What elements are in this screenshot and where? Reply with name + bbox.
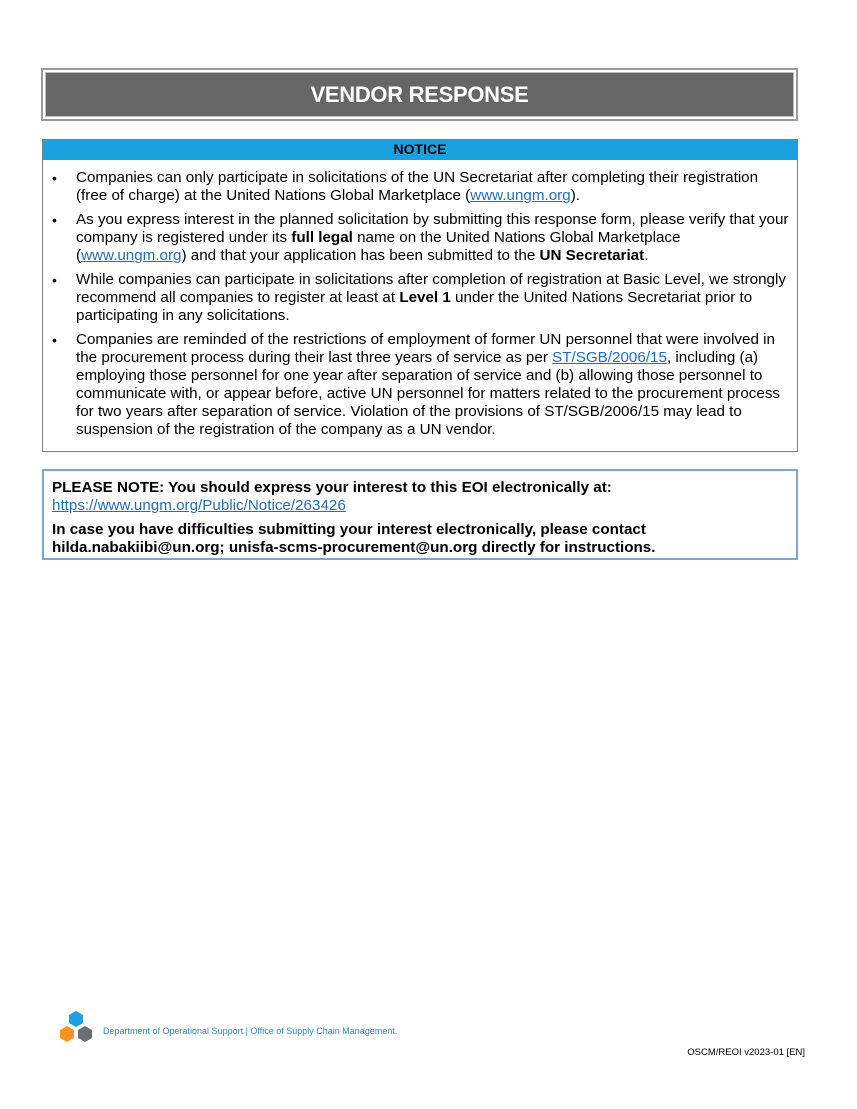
- notice-item: [43, 271, 797, 325]
- notice-heading: NOTICE: [43, 140, 797, 160]
- notice-text: ).: [570, 187, 580, 204]
- notice-item: [43, 169, 797, 205]
- logo-hex-orange: [60, 1026, 74, 1042]
- footer-doc-code: OSCM/REOI v2023-01 [EN]: [687, 1047, 805, 1058]
- notice-text: , including (a) employing those personnel for one year after separation of service and (b) allowing those personnel to communicate with, or appear before, active UN personnel for matters related to the procurement process for two years after separation of service. Violation of the provisions of ST/SGB/2006/15 may lead to suspension of the registration of the company as a UN vendor.: [76, 349, 781, 438]
- notice-text: ) and that your application has been submitted to the: [181, 247, 540, 264]
- page-title: VENDOR RESPONSE: [45, 72, 794, 117]
- notice-text: name on the United Nations Global Marketplace (: [76, 229, 681, 264]
- notice-text: .: [644, 247, 649, 264]
- notice-bold: full legal: [291, 229, 353, 246]
- logo-hex-blue: [69, 1011, 83, 1027]
- note-contact: In case you have difficulties submitting your interest electronically, please contact hilda.nabakiibi@un.org; unisfa-scms-procurement@un.org directly for instructions.: [52, 521, 656, 556]
- notice-item: [43, 211, 797, 265]
- note-heading: PLEASE NOTE: You should express your interest to this EOI electronically at:: [52, 479, 612, 496]
- notice-bold: Level 1: [399, 289, 451, 306]
- notice-text: Companies are reminded of the restrictions of employment of former UN personnel that were involved in the procurement process during their last three years of service as per: [76, 331, 775, 366]
- notice-text: As you express interest in the planned solicitation by submitting this response form, please verify that your company is registered under its: [76, 211, 789, 246]
- title-banner: [41, 68, 798, 121]
- bullet-icon: •: [52, 272, 57, 288]
- notice-text: Companies can only participate in solicitations of the UN Secretariat after completing their registration (free of charge) at the United Nations Global Marketplace (: [76, 169, 759, 204]
- logo-hex-gray: [78, 1026, 92, 1042]
- footer-department: Department of Operational Support | Office of Supply Chain Management.: [103, 1026, 398, 1036]
- bullet-icon: •: [52, 212, 57, 228]
- bullet-icon: •: [52, 170, 57, 186]
- dos-logo-icon: [56, 1010, 96, 1050]
- please-note-panel: [42, 469, 798, 560]
- notice-list: [43, 169, 797, 439]
- notice-panel: [42, 139, 798, 452]
- notice-bold: UN Secretariat: [539, 247, 645, 264]
- eoi-notice-link[interactable]: https://www.ungm.org/Public/Notice/263426: [52, 497, 346, 514]
- notice-text: While companies can participate in solicitations after completion of registration at Basic Level, we strongly recommend all companies to register at least at: [76, 271, 786, 306]
- bullet-icon: •: [52, 332, 57, 348]
- notice-text: under the United Nations Secretariat prior to participating in any solicitations.: [76, 289, 753, 324]
- bulletin-link[interactable]: ST/SGB/2006/15: [552, 349, 667, 366]
- notice-item: [43, 331, 797, 439]
- ungm-link[interactable]: www.ungm.org: [470, 187, 571, 204]
- ungm-link[interactable]: www.ungm.org: [81, 247, 182, 264]
